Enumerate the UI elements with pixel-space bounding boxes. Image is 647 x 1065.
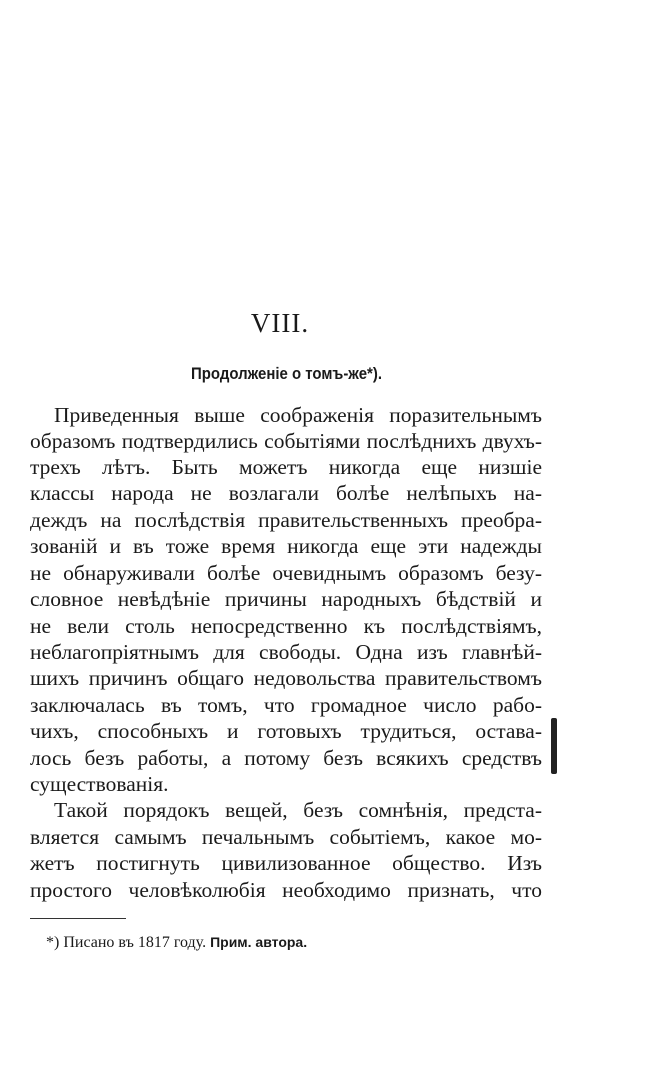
text-line: не обнаруживали болѣе очевиднымъ образомъ безу- <box>30 561 542 585</box>
margin-mark <box>551 718 557 774</box>
text-line: заключалась въ томъ, что громадное число рабо- <box>30 693 542 717</box>
text-line: классы народа не возлагали болѣе нелѣпыхъ на- <box>30 481 542 505</box>
text-line: вляется самымъ печальнымъ событіемъ, какое мо- <box>30 825 542 849</box>
footnote <box>46 934 307 952</box>
text-line: словное невѣдѣніе причины народныхъ бѣдствій и <box>30 587 542 611</box>
text-line: трехъ лѣтъ. Быть можетъ никогда еще низшіе <box>30 455 542 479</box>
footnote-author-note: Прим. автора. <box>210 934 308 950</box>
text-line: Приведенныя выше соображенія поразительнымъ <box>54 403 542 427</box>
text-line: деждъ на послѣдствія правительственныхъ преобра- <box>30 508 542 532</box>
text-line: зованій и въ тоже время никогда еще эти надежды <box>30 534 542 558</box>
footnote-rule <box>30 918 126 919</box>
text-line: образомъ подтвердились событіями послѣднихъ двухъ- <box>30 429 542 453</box>
text-line: лось безъ работы, а потому безъ всякихъ средствъ <box>30 746 542 770</box>
text-line: Такой порядокъ вещей, безъ сомнѣнія, предста- <box>54 798 542 822</box>
text-line: шихъ причинъ общаго недовольства правительствомъ <box>30 666 542 690</box>
text-line: не вели столь непосредственно къ послѣдствіямъ, <box>30 614 542 638</box>
chapter-number: VIII. <box>250 308 310 338</box>
text-line: неблагопріятнымъ для свободы. Одна изъ главнѣй- <box>30 640 542 664</box>
text-line: жетъ постигнуть цивилизованное общество. Изъ <box>30 851 542 875</box>
footnote-text: *) Писано въ 1817 году. <box>46 934 207 951</box>
text-line: существованія. <box>30 772 169 796</box>
text-line: простого человѣколюбія необходимо признать, что <box>30 878 542 902</box>
chapter-title: Продолженіе о томъ-же*). <box>190 364 383 383</box>
text-line: чихъ, способныхъ и готовыхъ трудиться, остава- <box>30 719 542 743</box>
